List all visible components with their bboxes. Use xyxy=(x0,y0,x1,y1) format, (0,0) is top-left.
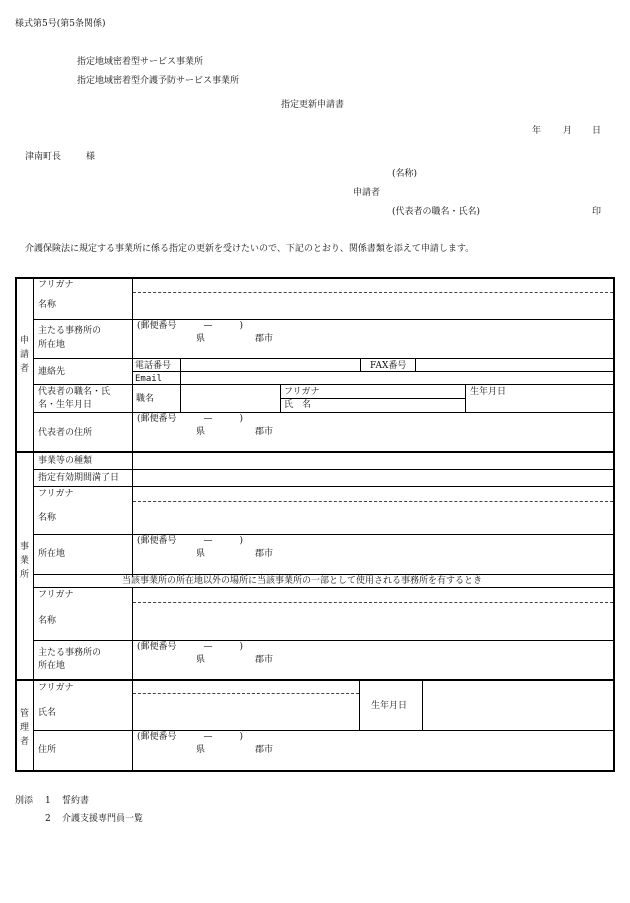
representative-label: (代表者の職名・氏名) xyxy=(392,207,481,217)
prefecture-label: 県 xyxy=(196,427,206,437)
row-divider xyxy=(33,486,613,487)
district-city-label: 郡市 xyxy=(255,427,274,437)
office-furigana-label: フリガナ xyxy=(38,489,74,499)
table-border xyxy=(15,277,615,279)
prefecture-label: 県 xyxy=(196,334,206,344)
row-divider xyxy=(132,371,613,372)
manager-address-label: 住所 xyxy=(38,745,57,755)
attachment-1-number: 1 xyxy=(45,796,51,806)
furigana-divider xyxy=(133,501,613,502)
other-office-furigana-label: フリガナ xyxy=(38,590,74,600)
row-divider xyxy=(33,412,613,413)
phone-label: 電話番号 xyxy=(135,361,172,371)
cell-divider xyxy=(180,384,181,412)
representative-label-1: 代表者の職名・氏 xyxy=(38,387,111,397)
table-border xyxy=(15,679,615,681)
cell-divider xyxy=(359,681,360,730)
other-office-note: 当該事業所の所在地以外の場所に当該事業所の一部として使用される事務所を有するとき xyxy=(122,576,483,586)
table-border xyxy=(613,277,615,772)
email-label: Email xyxy=(135,374,163,384)
row-divider xyxy=(33,319,613,320)
table-border xyxy=(15,277,17,772)
manager-furigana-label: フリガナ xyxy=(38,683,74,693)
row-divider xyxy=(33,469,613,470)
table-border xyxy=(132,587,133,772)
table-border xyxy=(33,277,34,772)
cell-divider xyxy=(415,358,416,371)
row-divider xyxy=(33,640,613,641)
intro-text: 介護保険法に規定する事業所に係る指定の更新を受けたいので、下記のとおり、関係書類を添えて申請します。 xyxy=(25,244,475,254)
row-divider xyxy=(33,358,613,359)
contact-label: 連絡先 xyxy=(38,367,66,377)
postal-code-field: (郵便番号 — ) xyxy=(137,642,244,652)
district-city-label: 郡市 xyxy=(255,549,274,559)
honorific: 様 xyxy=(86,152,96,162)
prefecture-label: 県 xyxy=(196,745,206,755)
row-divider xyxy=(33,574,613,575)
date-month: 月 xyxy=(563,126,573,136)
attachments-label: 別添 xyxy=(15,796,34,806)
district-city-label: 郡市 xyxy=(255,655,274,665)
expiry-label: 指定有効期間満了日 xyxy=(38,473,120,483)
furigana-divider xyxy=(133,602,613,603)
attachment-2: 介護支援専門員一覧 xyxy=(62,814,144,824)
row-divider xyxy=(33,384,613,385)
postal-code-field: (郵便番号 — ) xyxy=(137,732,244,742)
attachment-2-number: 2 xyxy=(45,814,51,824)
section-applicant: 申請者 xyxy=(18,335,28,377)
representative-label-2: 名・生年月日 xyxy=(38,400,93,410)
doc-title: 指定更新申請書 xyxy=(281,100,345,110)
cell-divider xyxy=(360,358,361,371)
row-divider xyxy=(33,587,613,588)
office-name-label: 名称 xyxy=(38,513,57,523)
table-border xyxy=(15,451,615,453)
other-office-name-label: 名称 xyxy=(38,616,57,626)
applicant-name-label: (名称) xyxy=(392,169,418,179)
district-city-label: 郡市 xyxy=(255,334,274,344)
main-office-label-1: 主たる事務所の xyxy=(38,326,102,336)
rep-name-label: 氏 名 xyxy=(284,400,312,410)
postal-code-field: (郵便番号 — ) xyxy=(137,536,244,546)
manager-birth-label: 生年月日 xyxy=(371,701,408,711)
office-main-office-label-1: 主たる事務所の xyxy=(38,648,102,658)
seal-mark: 印 xyxy=(592,207,602,217)
main-office-label-2: 所在地 xyxy=(38,340,66,350)
date-year: 年 xyxy=(532,126,542,136)
cell-divider xyxy=(180,371,181,384)
attachment-1: 誓約書 xyxy=(62,796,90,806)
office-location-label: 所在地 xyxy=(38,549,66,559)
district-city-label: 郡市 xyxy=(255,745,274,755)
cell-divider xyxy=(180,358,181,371)
table-border xyxy=(132,277,133,577)
prefecture-label: 県 xyxy=(196,655,206,665)
rep-furigana-label: フリガナ xyxy=(284,387,320,397)
furigana-divider xyxy=(133,292,613,293)
applicant-label: 申請者 xyxy=(353,188,381,198)
rep-birth-label: 生年月日 xyxy=(470,387,507,397)
fax-label: FAX番号 xyxy=(370,361,407,371)
section-manager: 管理者 xyxy=(18,708,28,750)
addressee: 津南町長 xyxy=(25,152,62,162)
business-type-1: 指定地域密着型サービス事業所 xyxy=(77,57,204,67)
table-border xyxy=(15,770,615,772)
row-divider xyxy=(33,534,613,535)
furigana-divider xyxy=(133,693,359,694)
section-office: 事業所 xyxy=(18,541,28,583)
applicant-furigana-label: フリガナ xyxy=(38,280,74,290)
date-day: 日 xyxy=(592,126,602,136)
row-divider xyxy=(280,398,465,399)
office-main-office-label-2: 所在地 xyxy=(38,661,66,671)
postal-code-field: (郵便番号 — ) xyxy=(137,414,244,424)
business-kind-label: 事業等の種類 xyxy=(38,456,93,466)
manager-name-label: 氏名 xyxy=(38,708,57,718)
applicant-name-label: 名称 xyxy=(38,300,57,310)
postal-code-field: (郵便番号 — ) xyxy=(137,321,244,331)
row-divider xyxy=(33,730,613,731)
rep-title-label: 職名 xyxy=(136,394,155,404)
rep-address-label: 代表者の住所 xyxy=(38,428,93,438)
cell-divider xyxy=(465,384,466,412)
prefecture-label: 県 xyxy=(196,549,206,559)
business-type-2: 指定地域密着型介護予防サービス事業所 xyxy=(77,76,240,86)
form-number: 様式第5号(第5条関係) xyxy=(15,19,106,29)
cell-divider xyxy=(422,681,423,730)
